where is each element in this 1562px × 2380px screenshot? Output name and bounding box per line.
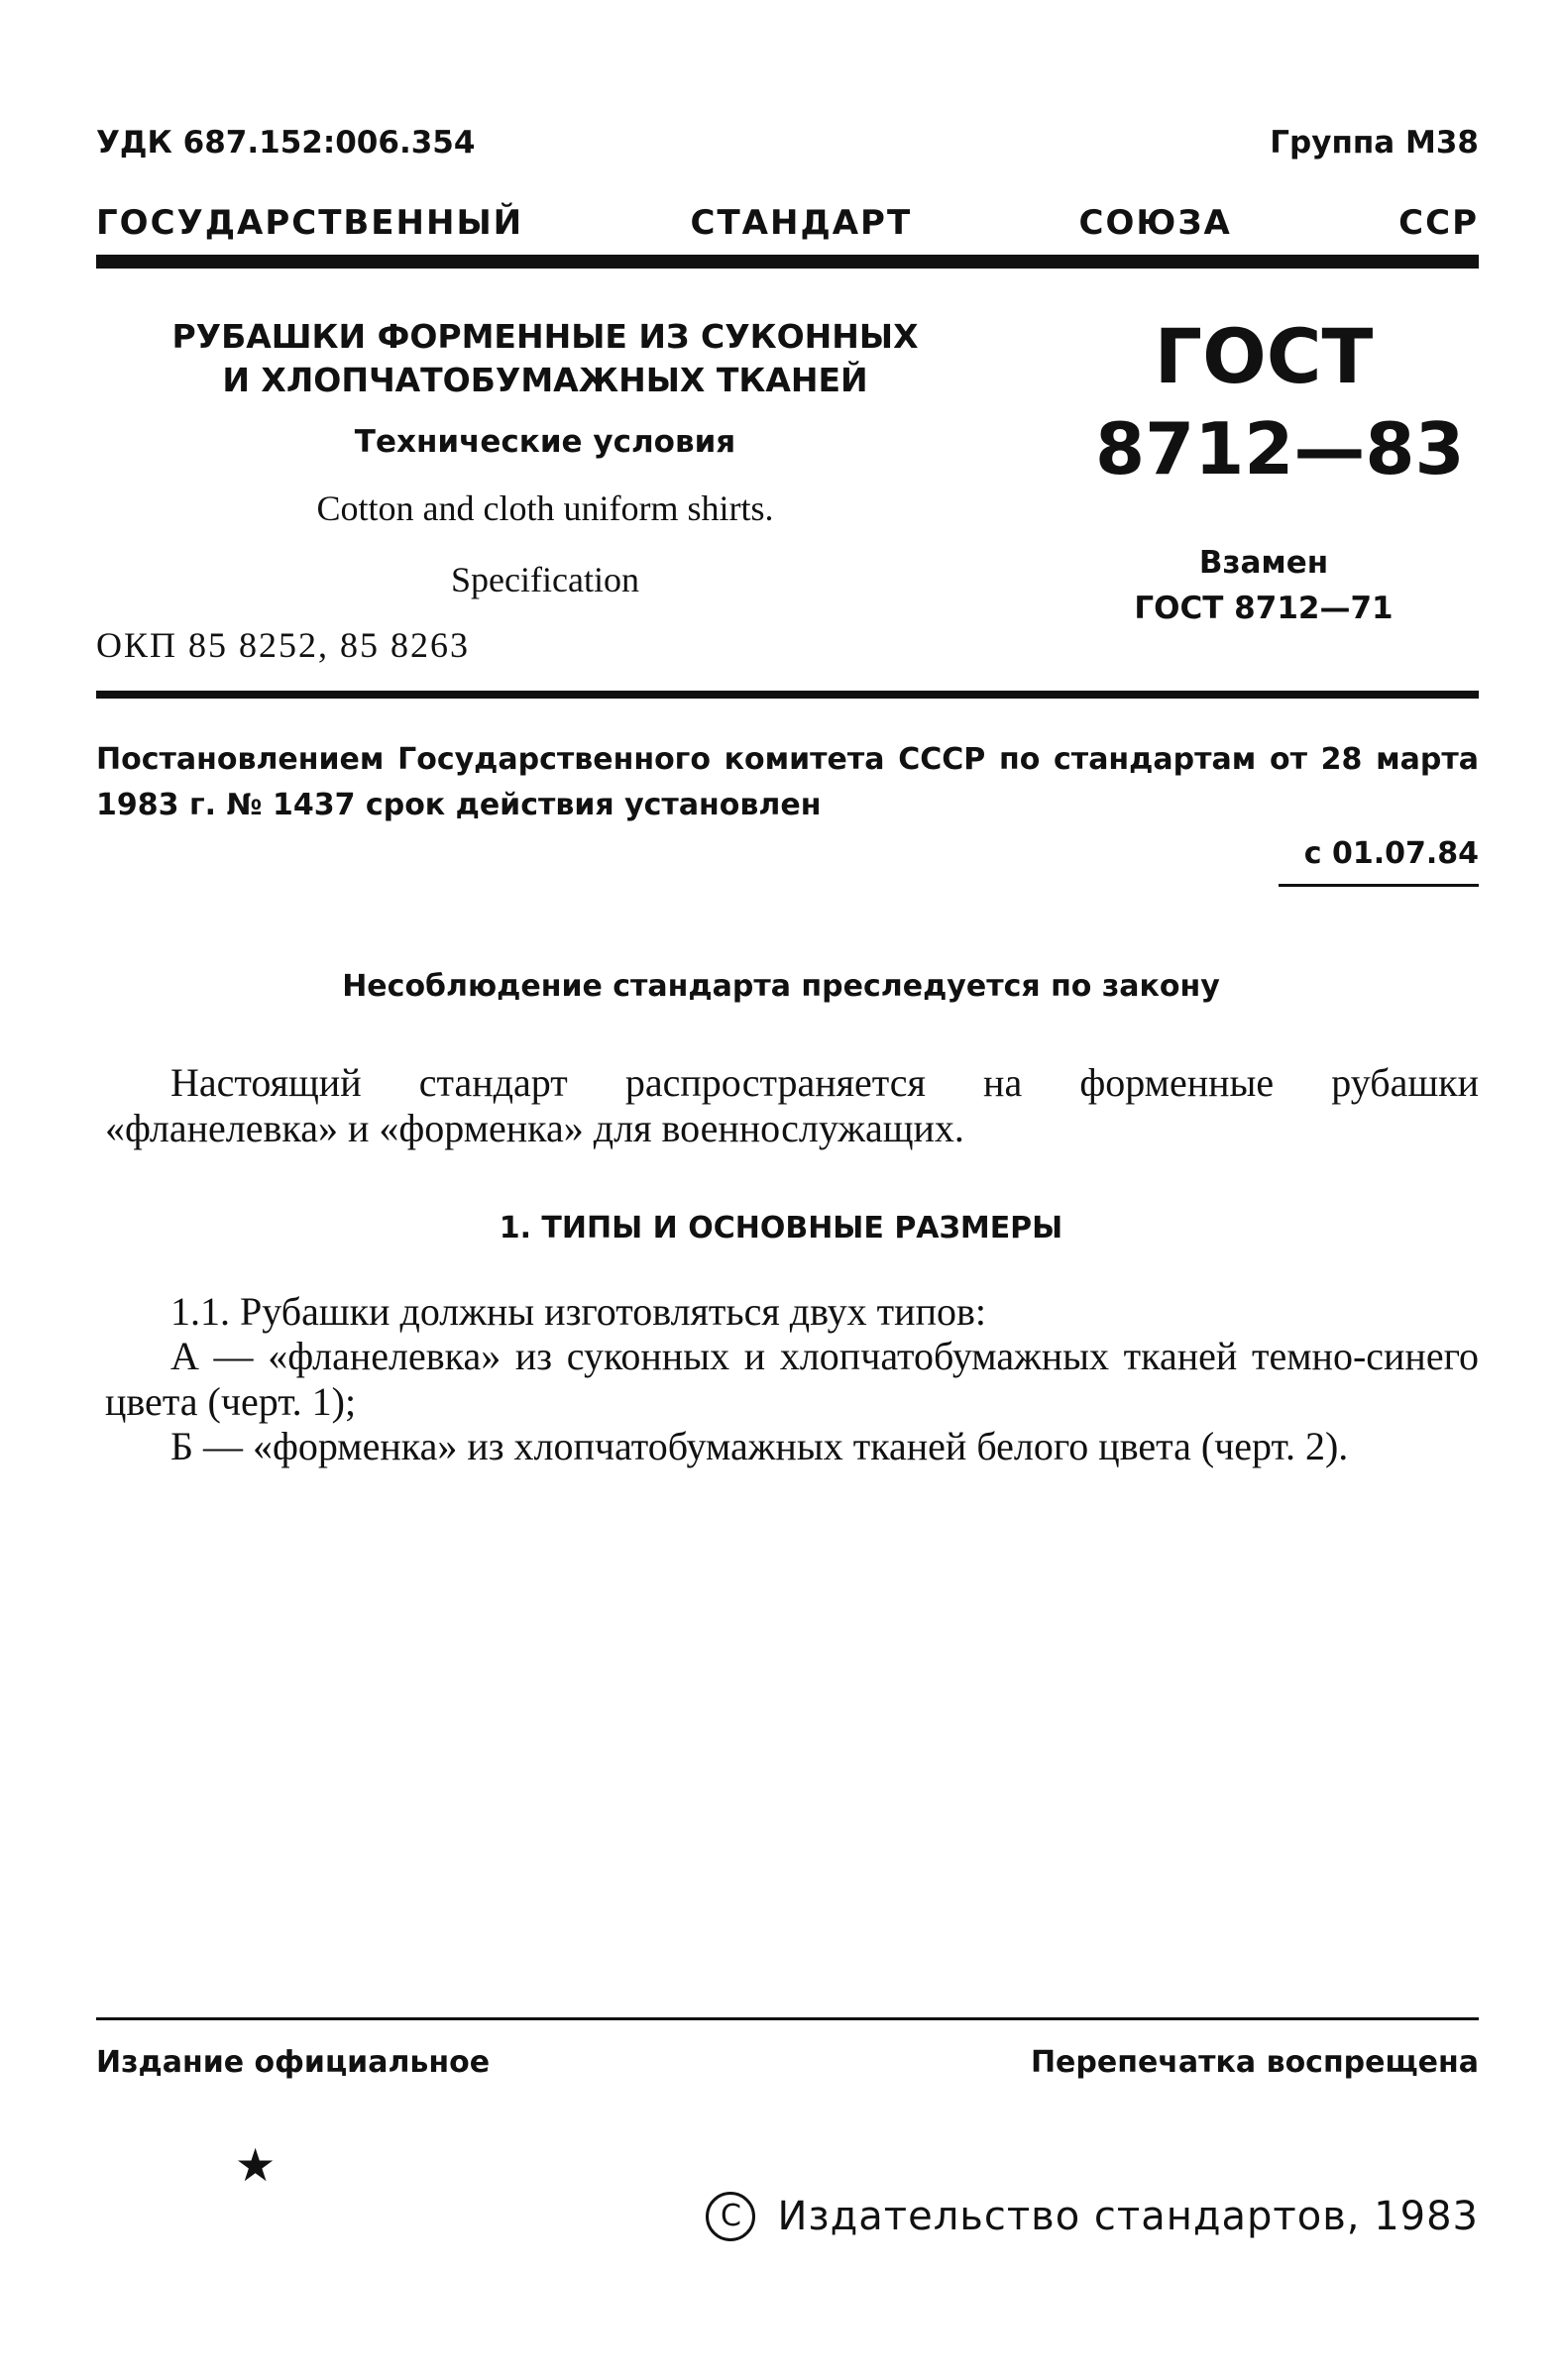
penalty-notice: Несоблюдение стандарта преследуется по закону (342, 969, 1220, 1004)
clause-1-1: 1.1. Рубашки должны изготовляться двух типов: (170, 1289, 986, 1334)
effective-date-underline (1279, 884, 1479, 887)
document-subtitle: Технические условия (354, 424, 736, 460)
footer-rule (96, 2017, 1479, 2020)
section-rule (96, 691, 1479, 699)
resolution-text: Постановлением Государственного комитета СССР по стандартам от 28 марта 1983 г. № 1437 срок действия установлен (96, 742, 1479, 822)
english-title-line-1: Cotton and cloth uniform shirts. (316, 488, 774, 528)
banner-rule (96, 255, 1479, 269)
reprint-prohibited-label: Перепечатка воспрещена (1030, 2045, 1479, 2080)
document-title-block (149, 315, 942, 602)
state-standard-banner (96, 203, 1479, 243)
group-code: Группа М38 (1270, 125, 1479, 161)
copyright-icon: C (706, 2192, 755, 2241)
english-title-line-2: Specification (451, 560, 639, 599)
replaces-value: ГОСТ 8712—71 (1134, 591, 1394, 626)
gost-designation-block (1095, 312, 1465, 631)
title-line-1: РУБАШКИ ФОРМЕННЫЕ ИЗ СУКОННЫХ (171, 317, 919, 356)
official-edition-label: Издание официальное (96, 2045, 491, 2080)
star-icon: ★ (235, 2140, 277, 2191)
gost-number: 8712—83 (1095, 407, 1465, 490)
title-line-2: И ХЛОПЧАТОБУМАЖНЫХ ТКАНЕЙ (222, 361, 868, 399)
section-title: 1. ТИПЫ И ОСНОВНЫЕ РАЗМЕРЫ (499, 1211, 1063, 1245)
okp-codes: ОКП 85 8252, 85 8263 (96, 625, 471, 665)
replaces-label: Взамен (1198, 545, 1329, 581)
replaces-block (1095, 540, 1432, 631)
udk-code: УДК 687.152:006.354 (96, 125, 476, 161)
type-a-paragraph: А — «фланелевка» из суконных и хлопчатобумажных тканей темно-синего цвета (черт. 1); (105, 1334, 1479, 1424)
intro-paragraph: Настоящий стандарт распространяется на форменные рубашки «фланелевка» и «форменка» для военнослужащих. (105, 1060, 1479, 1150)
banner-word: ГОСУДАРСТВЕННЫЙ (96, 203, 524, 243)
effective-date: с 01.07.84 (1303, 836, 1479, 871)
banner-word: ССР (1398, 203, 1479, 243)
publisher-name: Издательство стандартов, 1983 (777, 2194, 1479, 2239)
banner-word: СТАНДАРТ (690, 203, 913, 243)
gost-label: ГОСТ (1154, 312, 1374, 400)
type-b-paragraph: Б — «форменка» из хлопчатобумажных тканей белого цвета (черт. 2). (170, 1424, 1349, 1468)
publisher-line (706, 2192, 1479, 2241)
banner-word: СОЮЗА (1078, 203, 1232, 243)
